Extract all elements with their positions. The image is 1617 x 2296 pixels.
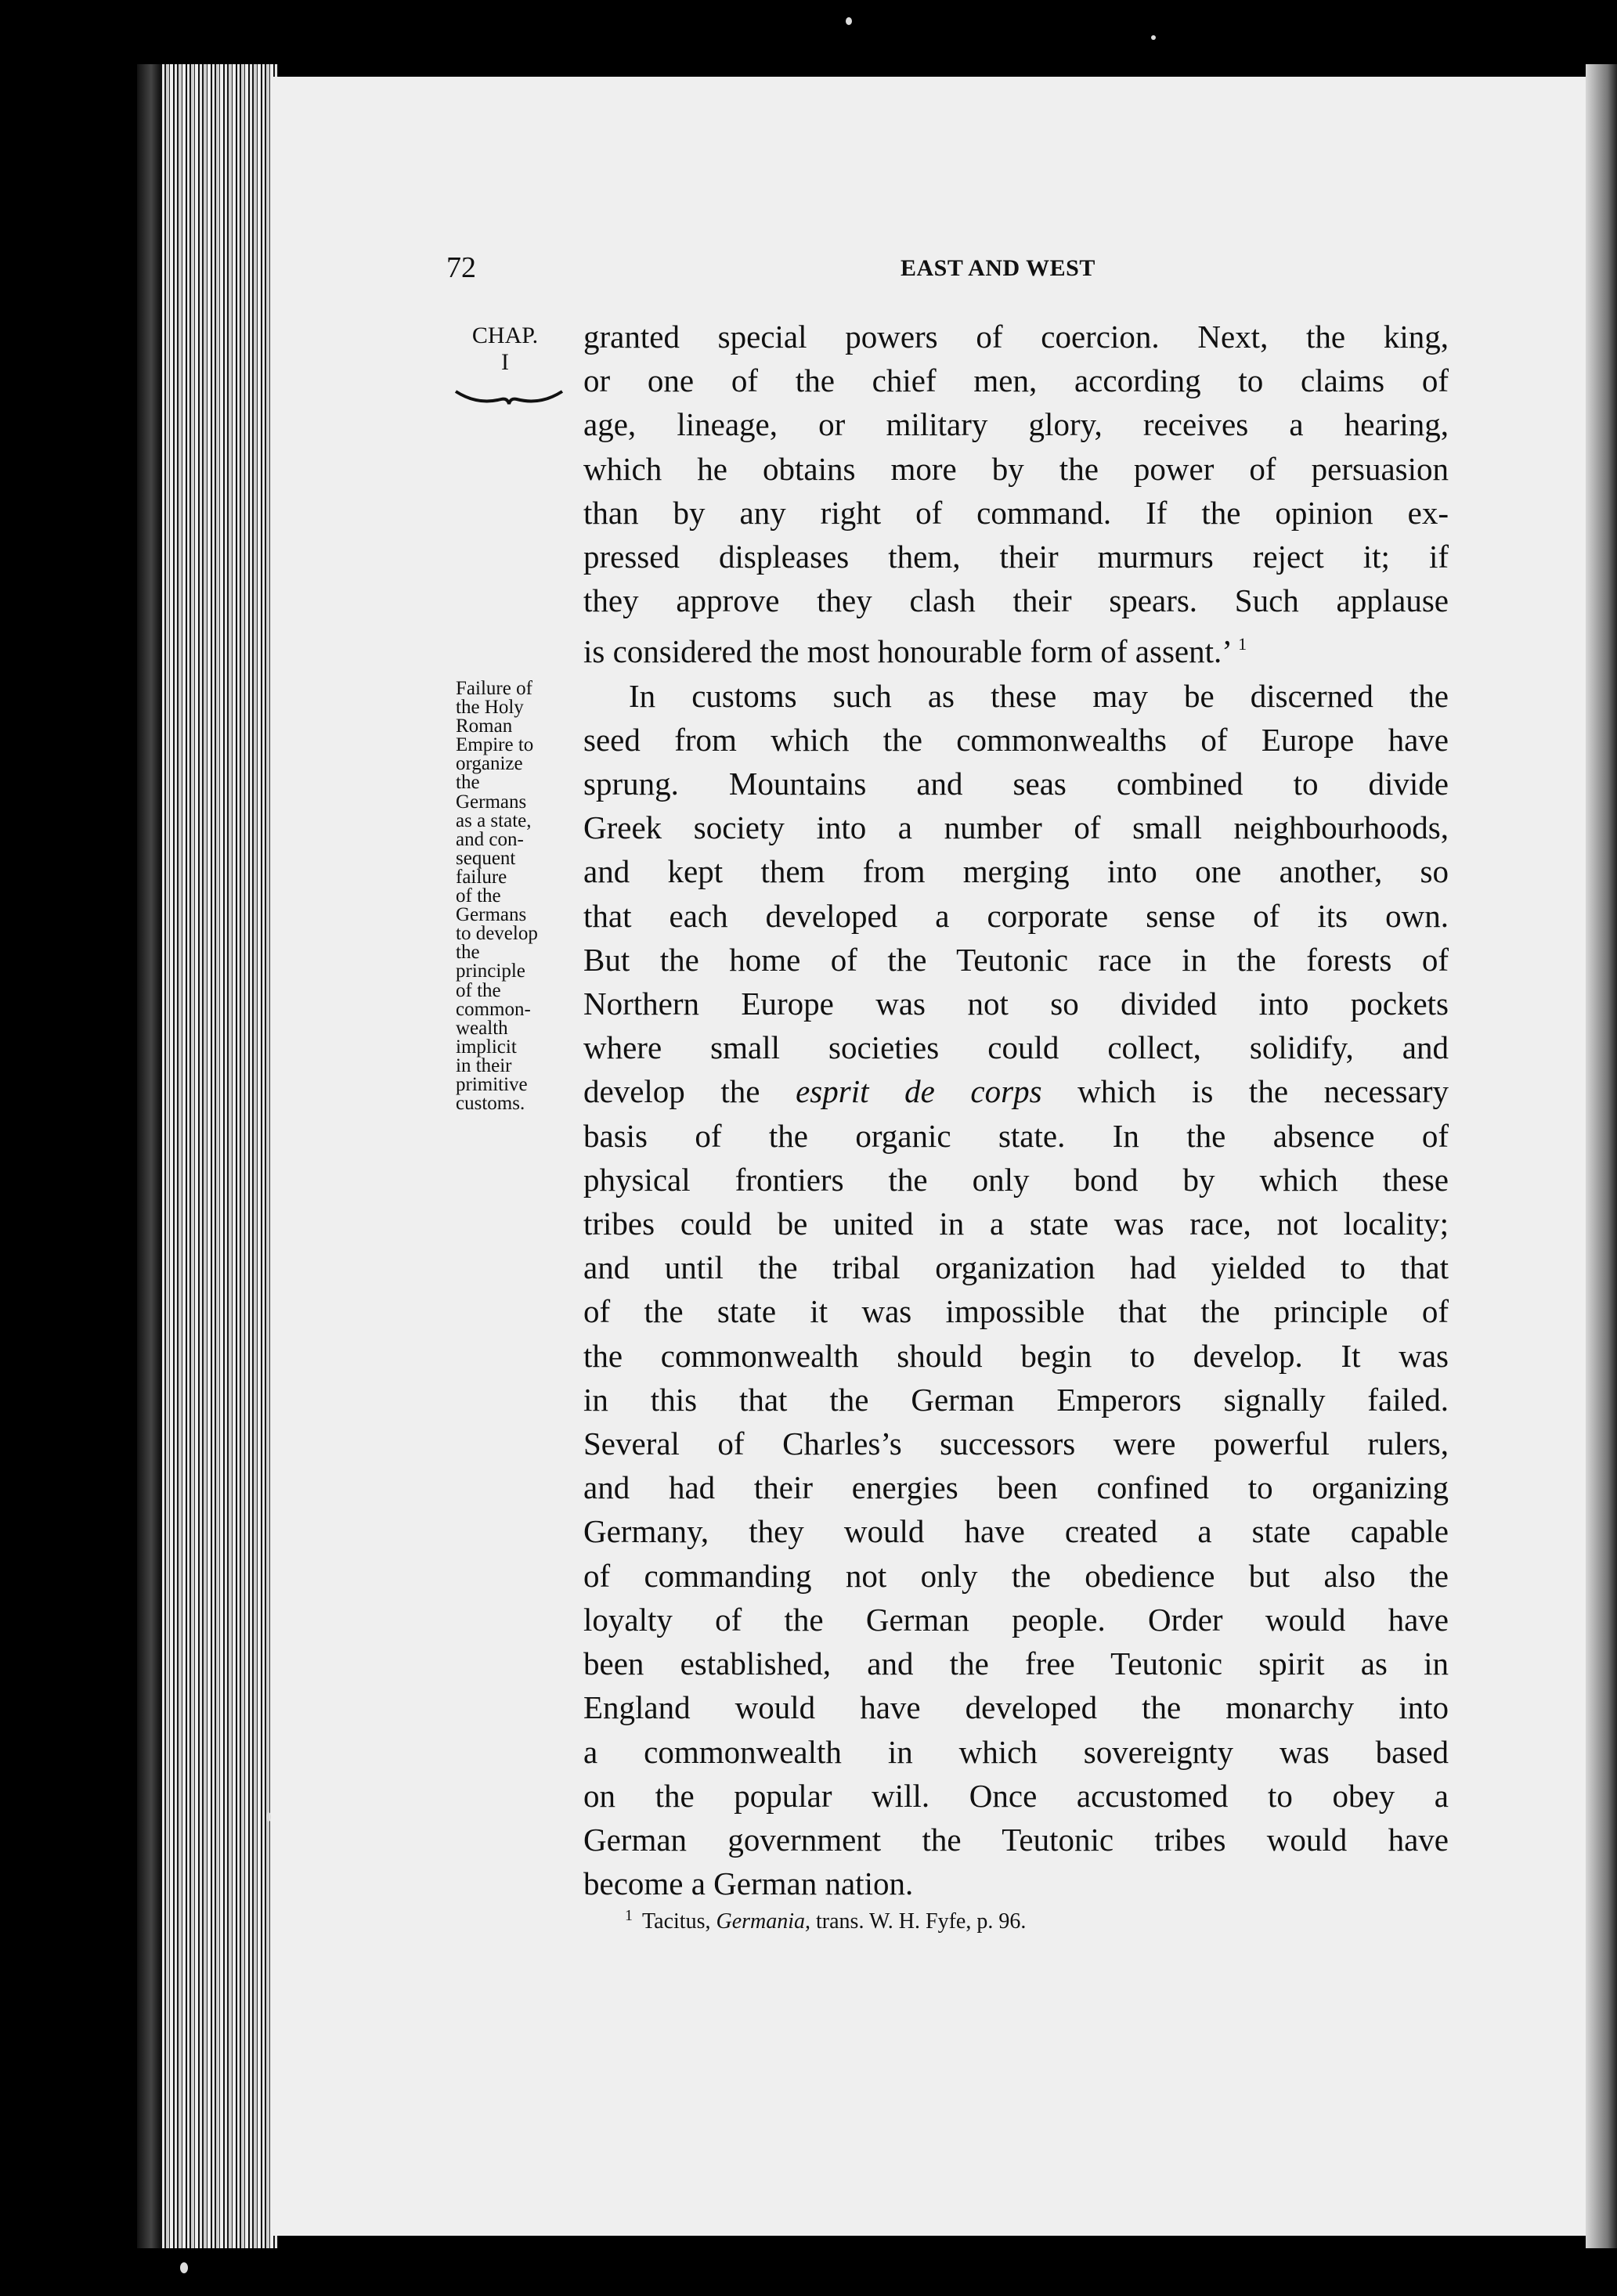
footnote-title: Germania, xyxy=(716,1909,811,1934)
text-line: granted special powers of coercion. Next, the king, xyxy=(583,319,1449,355)
margin-sidenote: Failure of the Holy Roman Empire to organize the Germans as a state, and con- sequent failure of the Germans to develop the principle of the common- wealth implicit in their primitive customs. xyxy=(456,678,538,1115)
scan-speck xyxy=(180,2262,188,2273)
chapter-marker xyxy=(450,323,560,376)
footnote xyxy=(625,1907,1026,1934)
text-line: tribes could be united in a state was race, not locality; xyxy=(583,1206,1449,1242)
text-line: loyalty of the German people. Order would have xyxy=(583,1601,1449,1638)
chapter-label: CHAP. xyxy=(471,323,539,348)
footnote-author: Tacitus, xyxy=(642,1909,716,1934)
text-line: on the popular will. Once accustomed to obey a xyxy=(583,1777,1449,1814)
text-line: basis of the organic state. In the absence of xyxy=(583,1117,1449,1154)
text-line-content: is considered the most honourable form of assent.’ xyxy=(583,633,1230,670)
text-line: sprung. Mountains and seas combined to divide xyxy=(583,766,1449,802)
scan-speck xyxy=(846,17,852,25)
text-line: seed from which the commonwealths of Europe have xyxy=(583,721,1449,758)
text-line: or one of the chief men, according to claims of xyxy=(583,362,1449,399)
footnote-mark: 1 xyxy=(625,1907,633,1924)
text-line: Several of Charles’s successors were powerful rulers, xyxy=(583,1426,1449,1462)
text-line-italic xyxy=(583,1069,1449,1113)
text-line: and until the tribal organization had yielded to that xyxy=(583,1249,1449,1286)
text-line: of the state it was impossible that the principle of xyxy=(583,1293,1449,1330)
text-line: In customs such as these may be discerned the xyxy=(629,677,1449,714)
text-line xyxy=(583,622,1449,673)
text-line: and had their energies been confined to organizing xyxy=(583,1469,1449,1506)
text-line: in this that the German Emperors signally failed. xyxy=(583,1381,1449,1418)
running-head: EAST AND WEST xyxy=(901,255,1095,281)
text-line: physical frontiers the only bond by which these xyxy=(583,1161,1449,1198)
text-line: become a German nation. xyxy=(583,1865,914,1902)
text-line: which he obtains more by the power of persuasion xyxy=(583,450,1449,487)
footnote-details: trans. W. H. Fyfe, p. 96. xyxy=(810,1909,1027,1934)
text-line: and kept them from merging into one another, so xyxy=(583,853,1449,890)
text-line: of commanding not only the obedience but also the xyxy=(583,1557,1449,1594)
page-header xyxy=(446,251,1464,290)
chapter-number: I xyxy=(501,349,509,375)
footnote-reference: 1 xyxy=(1238,634,1247,654)
right-page-shadow xyxy=(1586,64,1617,2248)
text-line: England would have developed the monarchy into xyxy=(583,1689,1449,1726)
paragraph-1 xyxy=(583,315,1449,674)
text-line: Germany, they would have created a state capable xyxy=(583,1513,1449,1550)
scan-speck xyxy=(1151,35,1156,40)
paragraph-2 xyxy=(583,674,1449,1906)
text-line: Greek society into a number of small neighbourhoods, xyxy=(583,809,1449,846)
text-line: But the home of the Teutonic race in the forests of xyxy=(583,941,1449,978)
body-text xyxy=(583,315,1449,1905)
text-fragment: develop the xyxy=(583,1073,796,1110)
italic-phrase: esprit de corps xyxy=(796,1073,1042,1110)
text-line: age, lineage, or military glory, receives a hearing, xyxy=(583,406,1449,443)
text-line: a commonwealth in which sovereignty was based xyxy=(583,1733,1449,1770)
text-fragment: which is the necessary xyxy=(1041,1073,1449,1110)
text-line: that each developed a corporate sense of its own. xyxy=(583,897,1449,934)
brace-ornament xyxy=(454,385,564,409)
text-line: than by any right of command. If the opinion ex- xyxy=(583,494,1449,531)
text-line: where small societies could collect, solidify, and xyxy=(583,1029,1449,1066)
text-line: the commonwealth should begin to develop. It was xyxy=(583,1337,1449,1374)
page-number: 72 xyxy=(446,251,476,284)
text-line: they approve they clash their spears. Such applause xyxy=(583,582,1449,619)
text-line: Northern Europe was not so divided into pockets xyxy=(583,986,1449,1022)
text-line: been established, and the free Teutonic spirit as in xyxy=(583,1645,1449,1682)
scan-speck xyxy=(266,1812,271,1822)
book-spine-shadow xyxy=(137,64,161,2248)
text-line: pressed displeases them, their murmurs reject it; if xyxy=(583,539,1449,575)
text-line: German government the Teutonic tribes would have xyxy=(583,1821,1449,1858)
